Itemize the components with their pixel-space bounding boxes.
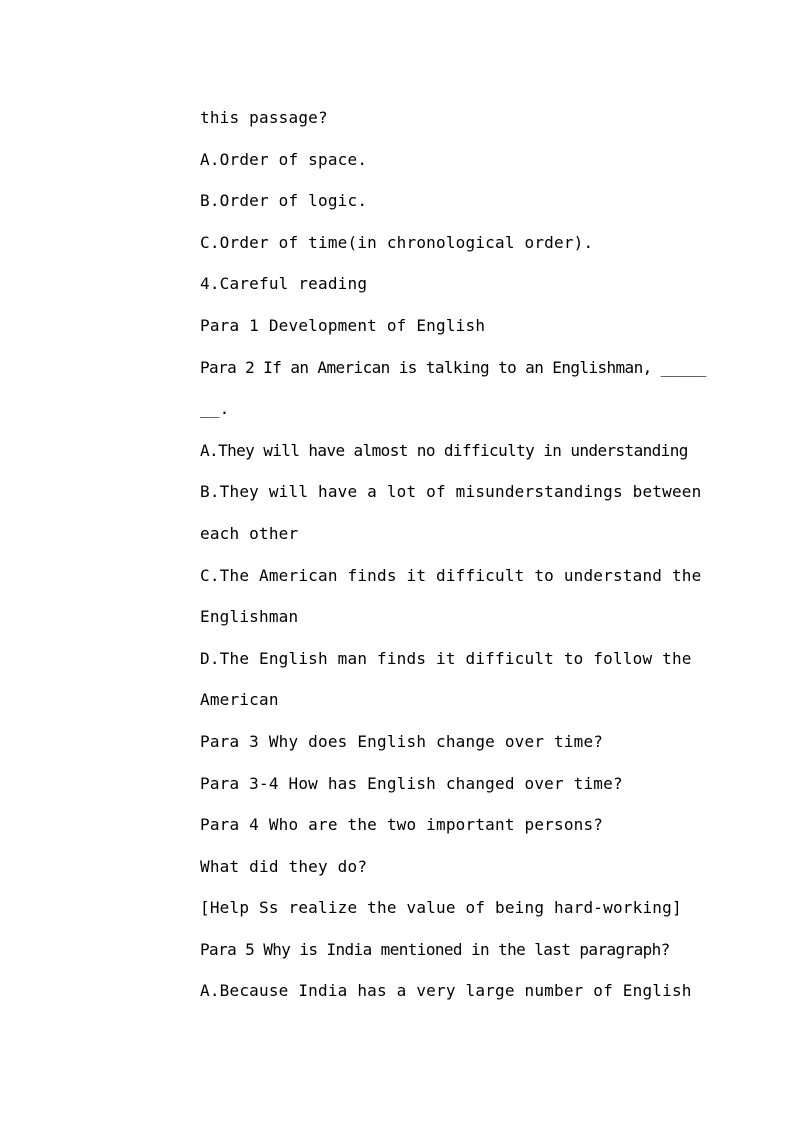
document-body bbox=[200, 97, 706, 1012]
para-4-question: Para 4 Who are the two important persons? bbox=[200, 815, 604, 835]
para-2-option-d-cont: American bbox=[200, 690, 279, 710]
para-5-option-a: A.Because India has a very large number of English bbox=[200, 981, 692, 1001]
para-3-4-question: Para 3-4 How has English changed over time? bbox=[200, 773, 623, 793]
para-1-line: Para 1 Development of English bbox=[200, 315, 486, 335]
para-2-question-blank: __. bbox=[200, 399, 230, 419]
para-2-option-b-cont: each other bbox=[200, 523, 299, 543]
para-3-question: Para 3 Why does English change over time? bbox=[200, 731, 604, 751]
question-continuation: this passage? bbox=[200, 108, 328, 127]
section-heading: 4.Careful reading bbox=[200, 274, 368, 294]
para-2-option-b: B.They will have a lot of misunderstandings between bbox=[200, 482, 702, 502]
para-2-question: Para 2 If an American is talking to an Englishman, _____ bbox=[200, 357, 706, 377]
para-2-option-c: C.The American finds it difficult to understand the bbox=[200, 565, 702, 585]
para-5-question: Para 5 Why is India mentioned in the last paragraph? bbox=[200, 939, 670, 959]
para-2-option-a: A.They will have almost no difficulty in understanding bbox=[200, 440, 688, 460]
para-2-option-c-cont: Englishman bbox=[200, 607, 299, 627]
option-c: C.Order of time(in chronological order). bbox=[200, 232, 594, 252]
para-4-followup: What did they do? bbox=[200, 856, 368, 876]
teaching-note: [Help Ss realize the value of being hard-working] bbox=[200, 898, 682, 918]
option-b: B.Order of logic. bbox=[200, 191, 368, 211]
option-a: A.Order of space. bbox=[200, 149, 368, 169]
para-2-option-d: D.The English man finds it difficult to follow the bbox=[200, 648, 692, 668]
